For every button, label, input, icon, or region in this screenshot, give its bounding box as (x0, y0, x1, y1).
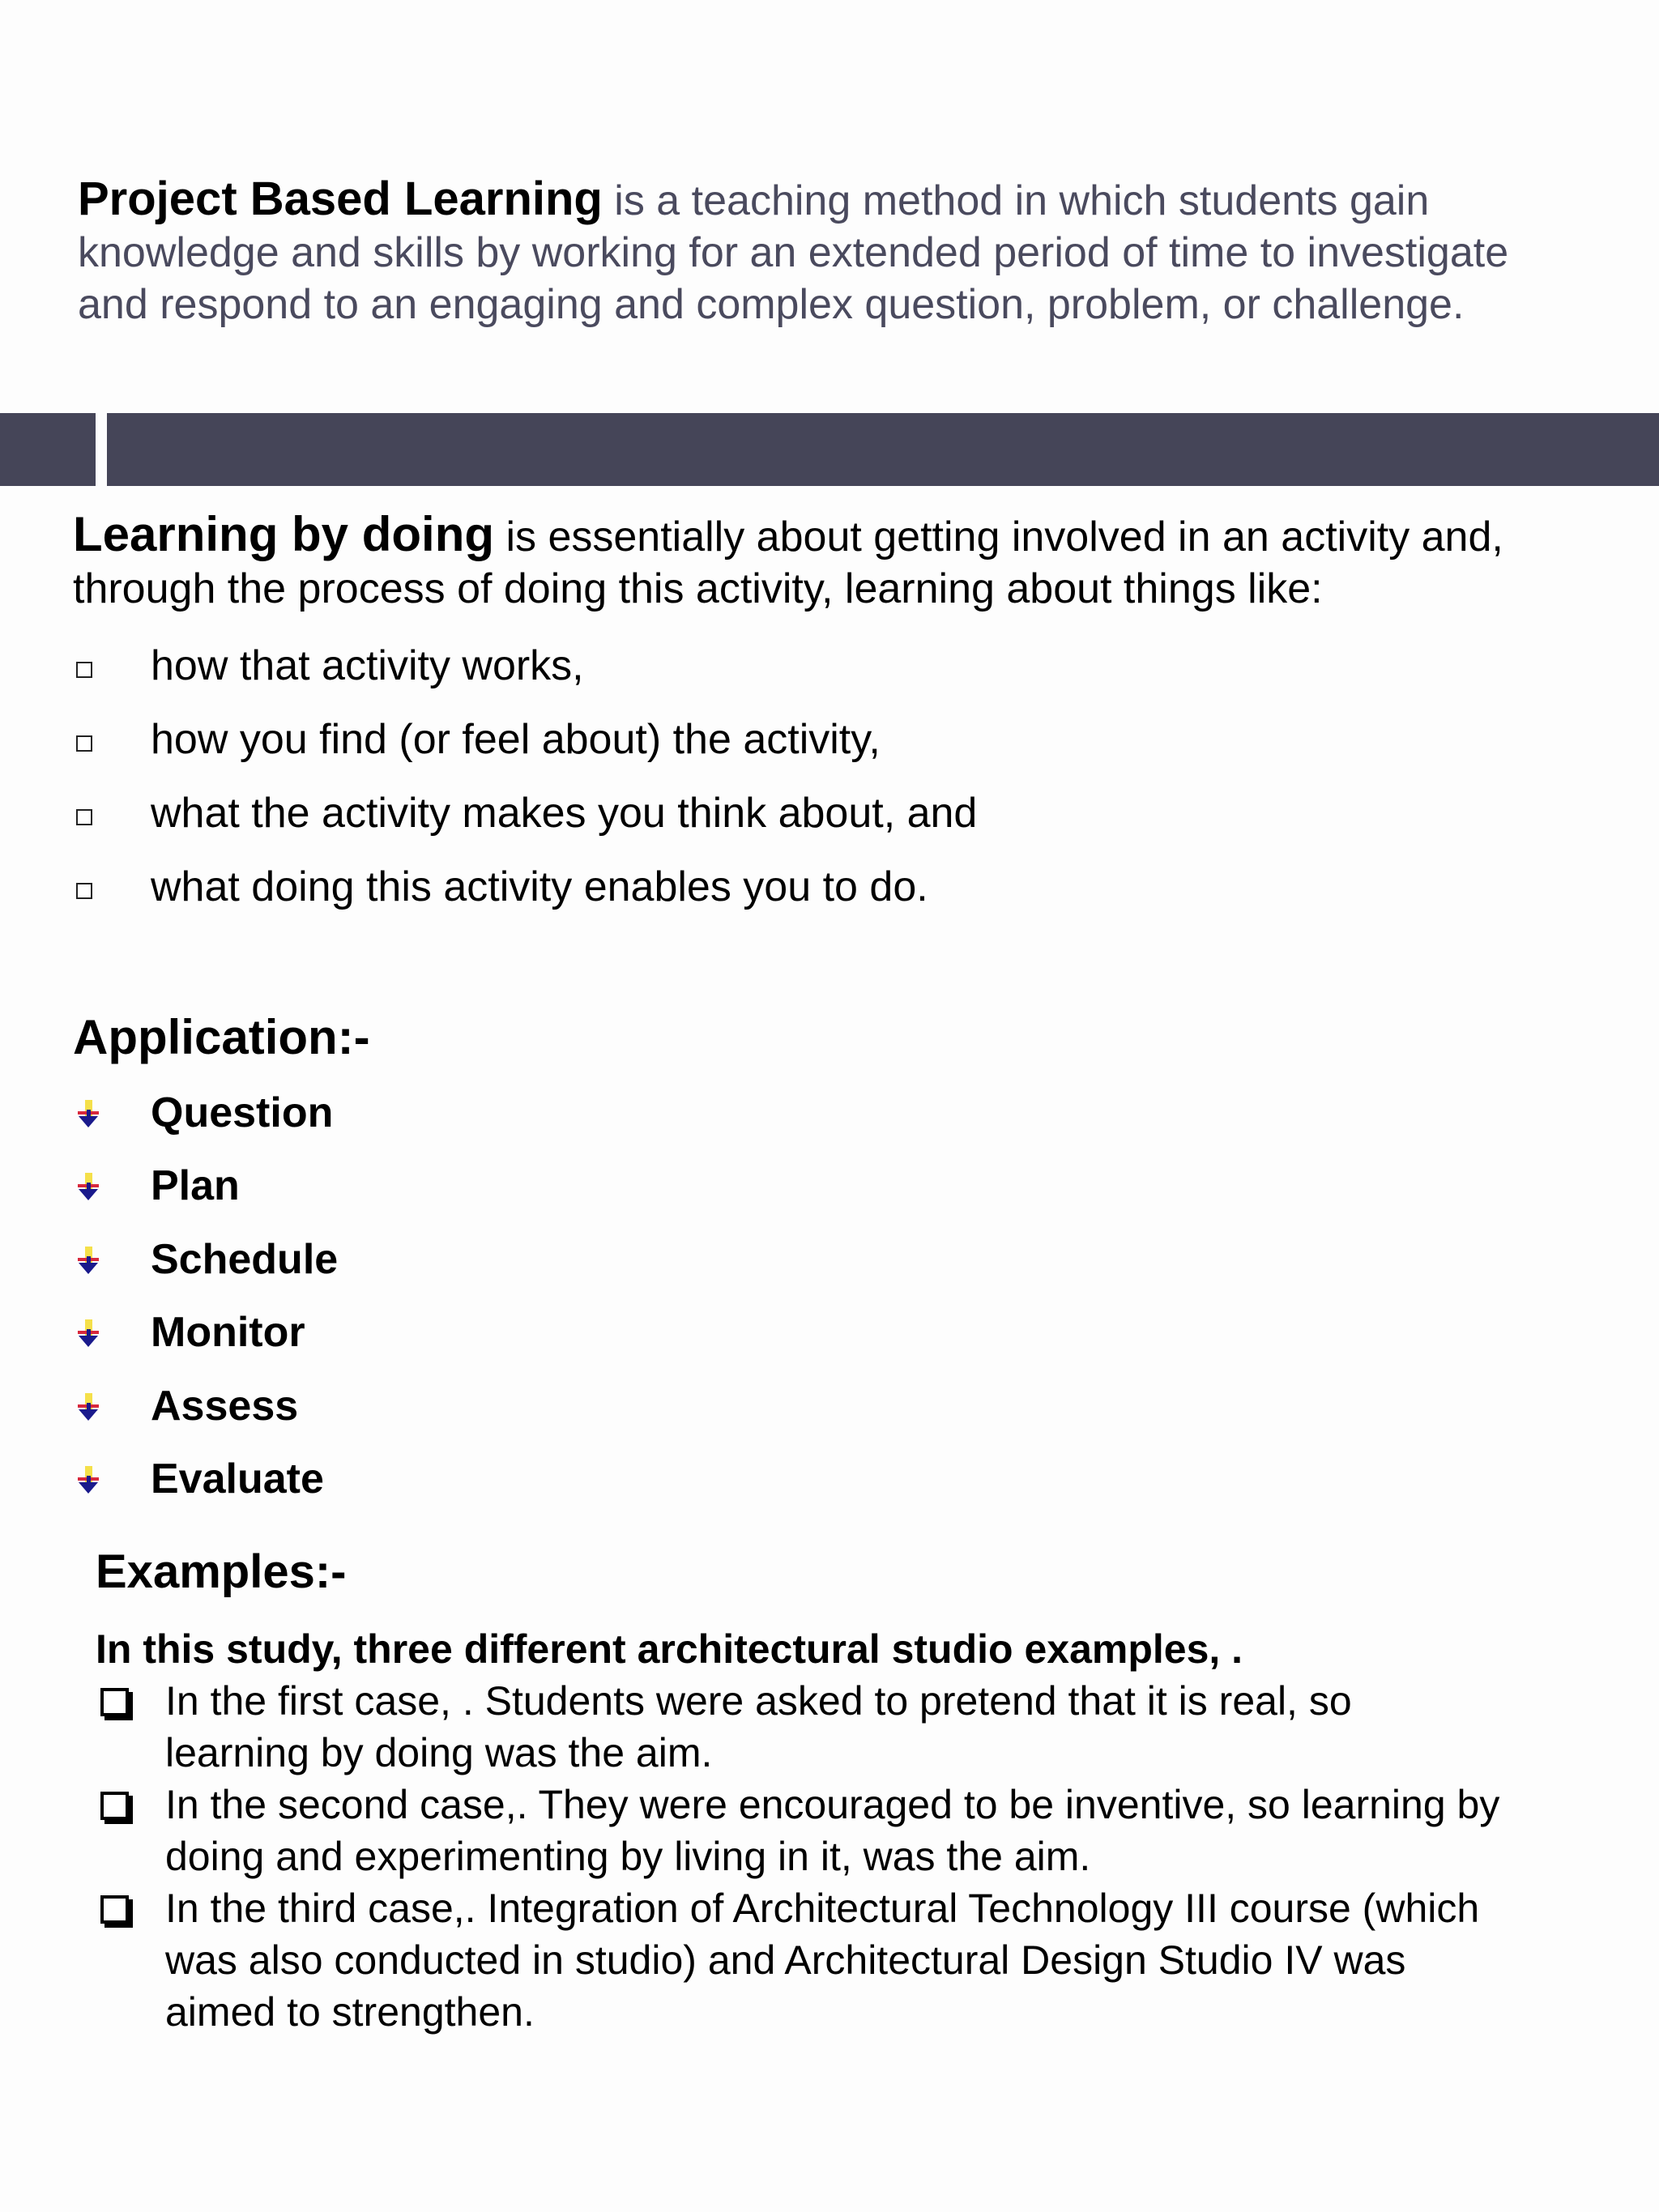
down-arrow-bullet-icon (75, 1318, 102, 1350)
shadowed-box-bullet-icon (100, 1792, 129, 1820)
intro-text: is a teaching method in which students gain knowledge and skills by working for an extended period of time to investigate and respond to an engaging and complex question, problem, or challenge. (78, 177, 1509, 328)
learning-by-doing-text: is essentially about getting involved in an activity and, through the process of doing this activity, learning about things like: (73, 514, 1503, 612)
down-arrow-bullet-icon (75, 1392, 102, 1424)
list-item-text: Monitor (151, 1309, 305, 1357)
down-arrow-bullet-icon (75, 1098, 102, 1131)
intro-term: Project Based Learning (78, 173, 603, 225)
divider-band-right (107, 413, 1659, 486)
list-item (96, 1779, 1505, 1882)
list-item-text: In the second case,. They were encouraged to be inventive, so learning by doing and experimenting by living in it, was the aim. (165, 1782, 1500, 1879)
square-bullet-icon (76, 735, 92, 752)
list-item (96, 1675, 1505, 1779)
examples-list (96, 1675, 1505, 2038)
down-arrow-bullet-icon (75, 1464, 102, 1497)
application-heading: Application:- (73, 1010, 370, 1064)
list-item-text: Plan (151, 1162, 240, 1210)
examples-intro: In this study, three different architectural studio examples, . (96, 1626, 1243, 1672)
learning-by-doing-paragraph (73, 509, 1612, 615)
list-item-text: Assess (151, 1382, 299, 1430)
list-item-text: what doing this activity enables you to do. (151, 863, 928, 910)
list-item-text: In the first case, . Students were asked to pretend that it is real, so learning by doing was the aim. (165, 1678, 1352, 1775)
list-item-text: how you find (or feel about) the activity, (151, 716, 881, 763)
list-item-text: In the third case,. Integration of Architectural Technology III course (which was also conducted in studio) and Architectural Design Studio IV was aimed to strengthen. (165, 1886, 1480, 2035)
shadowed-box-bullet-icon (100, 1688, 129, 1716)
list-item-text: how that activity works, (151, 642, 584, 689)
list-item-text: what the activity makes you think about, and (151, 790, 978, 837)
square-bullet-icon (76, 662, 92, 678)
square-bullet-icon (76, 809, 92, 825)
list-item (96, 1882, 1505, 2038)
examples-heading: Examples:- (96, 1545, 347, 1598)
list-item-text: Schedule (151, 1235, 339, 1283)
square-bullet-icon (76, 883, 92, 899)
intro-paragraph (78, 173, 1552, 330)
down-arrow-bullet-icon (75, 1171, 102, 1204)
list-item-text: Question (151, 1089, 334, 1136)
divider-band-left (0, 413, 96, 486)
shadowed-box-bullet-icon (100, 1895, 129, 1924)
list-item-text: Evaluate (151, 1455, 324, 1502)
learning-by-doing-term: Learning by doing (73, 507, 494, 561)
down-arrow-bullet-icon (75, 1245, 102, 1277)
